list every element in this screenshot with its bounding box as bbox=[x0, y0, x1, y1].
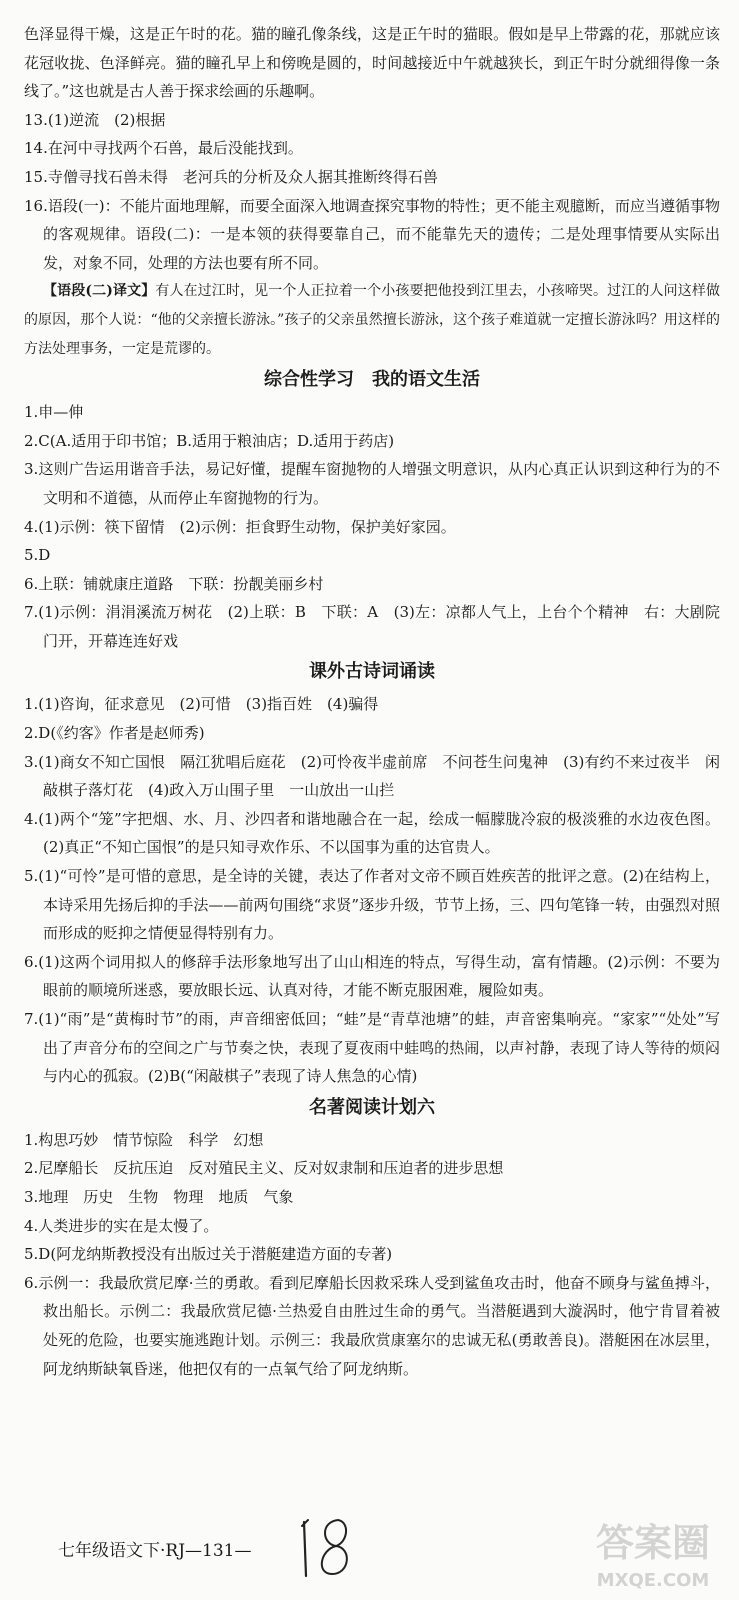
answer-13: 13.(1)逆流 (2)根据 bbox=[24, 110, 166, 129]
section-title-comprehensive: 综合性学习 我的语文生活 bbox=[264, 369, 480, 391]
answer-14: 14.在河中寻找两个石兽，最后没能找到。 bbox=[24, 139, 303, 158]
section-poetry-items bbox=[24, 690, 720, 1090]
s3-item: 1.构思巧妙 情节惊险 科学 幻想 bbox=[24, 1130, 264, 1149]
section-classics-items bbox=[24, 1126, 720, 1383]
translation-text: 有人在过江时，见一个人正拉着一个小孩要把他投到江里去，小孩啼哭。过江的人问这样做的原因，那个人说：“他的父亲擅长游泳。”孩子的父亲虽然擅长游泳，这个孩子难道就一定擅长游泳吗？用这样的方法处理事务，一定是荒谬的。 bbox=[24, 283, 720, 357]
s2-item: 1.(1)咨询，征求意见 (2)可惜 (3)指百姓 (4)骗得 bbox=[24, 695, 379, 714]
s1-item: 2.C(A.适用于印书馆；B.适用于粮油店；D.适用于药店) bbox=[24, 431, 395, 450]
s3-item: 5.D(阿龙纳斯教授没有出版过关于潜艇建造方面的专著) bbox=[24, 1245, 393, 1264]
section-title-classics: 名著阅读计划六 bbox=[309, 1096, 435, 1118]
s1-item: 3.这则广告运用谐音手法，易记好懂，提醒车窗抛物的人增强文明意识，从内心真正认识到这种行为的不文明和不道德，从而停止车窗抛物的行为。 bbox=[24, 460, 720, 507]
translation-label: 【语段(二)译文】 bbox=[43, 283, 156, 300]
page-footer: 七年级语文下·RJ—131— bbox=[58, 1541, 252, 1561]
s3-item: 2.尼摩船长 反抗压迫 反对殖民主义、反对奴隶制和压迫者的进步思想 bbox=[24, 1159, 504, 1178]
svg-text:答案圈: 答案圈 bbox=[595, 1521, 711, 1565]
s3-item: 6.示例一：我最欣赏尼摩·兰的勇敢。看到尼摩船长因救采珠人受到鲨鱼攻击时，他奋不顾身与鲨鱼搏斗，救出船长。示例二：我最欣赏尼德·兰热爱自由胜过生命的勇气。当潜艇遇到大漩涡时，他宁肯冒着被处死的危险，也要实施逃跑计划。示例三：我最欣赏康塞尔的忠诚无私(勇敢善良)。潜艇困在冰层里，阿龙纳斯缺氧昏迷，他把仅有的一点氧气给了阿龙纳斯。 bbox=[24, 1273, 720, 1378]
answer-15: 15.寺僧寻找石兽未得 老河兵的分析及众人据其推断终得石兽 bbox=[24, 167, 438, 186]
watermark-logo bbox=[573, 1510, 733, 1594]
answer-16: 16.语段(一)：不能片面地理解，而要全面深入地调查探究事物的特性；更不能主观臆断，而应当遵循事物的客观规律。语段(二)：一是本领的获得要靠自己，而不能靠先天的遗传；二是处理事情要从实际出发，对象不同，处理的方法也要有所不同。 bbox=[24, 196, 720, 272]
s3-item: 4.人类进步的实在是太慢了。 bbox=[24, 1216, 219, 1235]
s2-item: 3.(1)商女不知亡国恨 隔江犹唱后庭花 (2)可怜夜半虚前席 不问苍生问鬼神 (3)有约不来过夜半 闲敲棋子落灯花 (4)政入万山围子里 一山放出一山拦 bbox=[24, 752, 720, 800]
answer-page bbox=[24, 20, 720, 1383]
translation-paragraph bbox=[24, 277, 720, 363]
s2-item: 6.(1)这两个词用拟人的修辞手法形象地写出了山山相连的特点，写得生动，富有情趣。(2)示例：不要为眼前的顺境所迷惑，要放眼长远、认真对待，才能不断克服困难，履险如夷。 bbox=[24, 952, 720, 1000]
section-comprehensive-items bbox=[24, 398, 720, 655]
s1-item: 1.申—伸 bbox=[24, 403, 84, 422]
s2-item: 2.D(《约客》作者是赵师秀) bbox=[24, 724, 205, 743]
continued-paragraph: 色泽显得干燥，这是正午时的花。猫的瞳孔像条线，这是正午时的猫眼。假如是早上带露的花，那就应该花冠收拢、色泽鲜亮。猫的瞳孔早上和傍晚是圆的，时间越接近中午就越狭长，到正午时分就细得像一条线了。”这也就是古人善于探求绘画的乐趣啊。 bbox=[24, 25, 720, 101]
s1-item: 5.D bbox=[24, 546, 51, 565]
s1-item: 6.上联：铺就康庄道路 下联：扮靓美丽乡村 bbox=[24, 574, 324, 593]
s3-item: 3.地理 历史 生物 物理 地质 气象 bbox=[24, 1187, 294, 1206]
s1-item: 7.(1)示例：涓涓溪流万树花 (2)上联：B 下联：A (3)左：凉都人气上，上台个个精神 右：大剧院门开，开幕连连好戏 bbox=[24, 603, 720, 650]
s2-item: 5.(1)“可怜”是可惜的意思，是全诗的关键，表达了作者对文帝不顾百姓疾苦的批评之意。(2)在结构上，本诗采用先扬后抑的手法——前两句围绕“求贤”逐步升级，节节上扬，三、四句笔锋一转，由强烈对照而形成的贬抑之情便显得特别有力。 bbox=[24, 867, 720, 943]
svg-text:MXQE.COM: MXQE.COM bbox=[596, 1570, 710, 1591]
section-title-poetry: 课外古诗词诵读 bbox=[309, 661, 435, 683]
s1-item: 4.(1)示例：筷下留情 (2)示例：拒食野生动物，保护美好家园。 bbox=[24, 517, 456, 536]
s2-item: 4.(1)两个“笼”字把烟、水、月、沙四者和谐地融合在一起，绘成一幅朦胧冷寂的极淡雅的水边夜色图。(2)真正“不知亡国恨”的是只知寻欢作乐、不以国事为重的达官贵人。 bbox=[24, 809, 720, 857]
s2-item: 7.(1)“雨”是“黄梅时节”的雨，声音细密低回；“蛙”是“青草池塘”的蛙，声音密集响亮。“家家”“处处”写出了声音分布的空间之广与节奏之快，表现了夏夜雨中蛙鸣的热闹，以声衬静，表现了诗人等待的烦闷与内心的孤寂。(2)B(“闲敲棋子”表现了诗人焦急的心情) bbox=[24, 1010, 720, 1086]
handwritten-page-number bbox=[294, 1510, 354, 1580]
